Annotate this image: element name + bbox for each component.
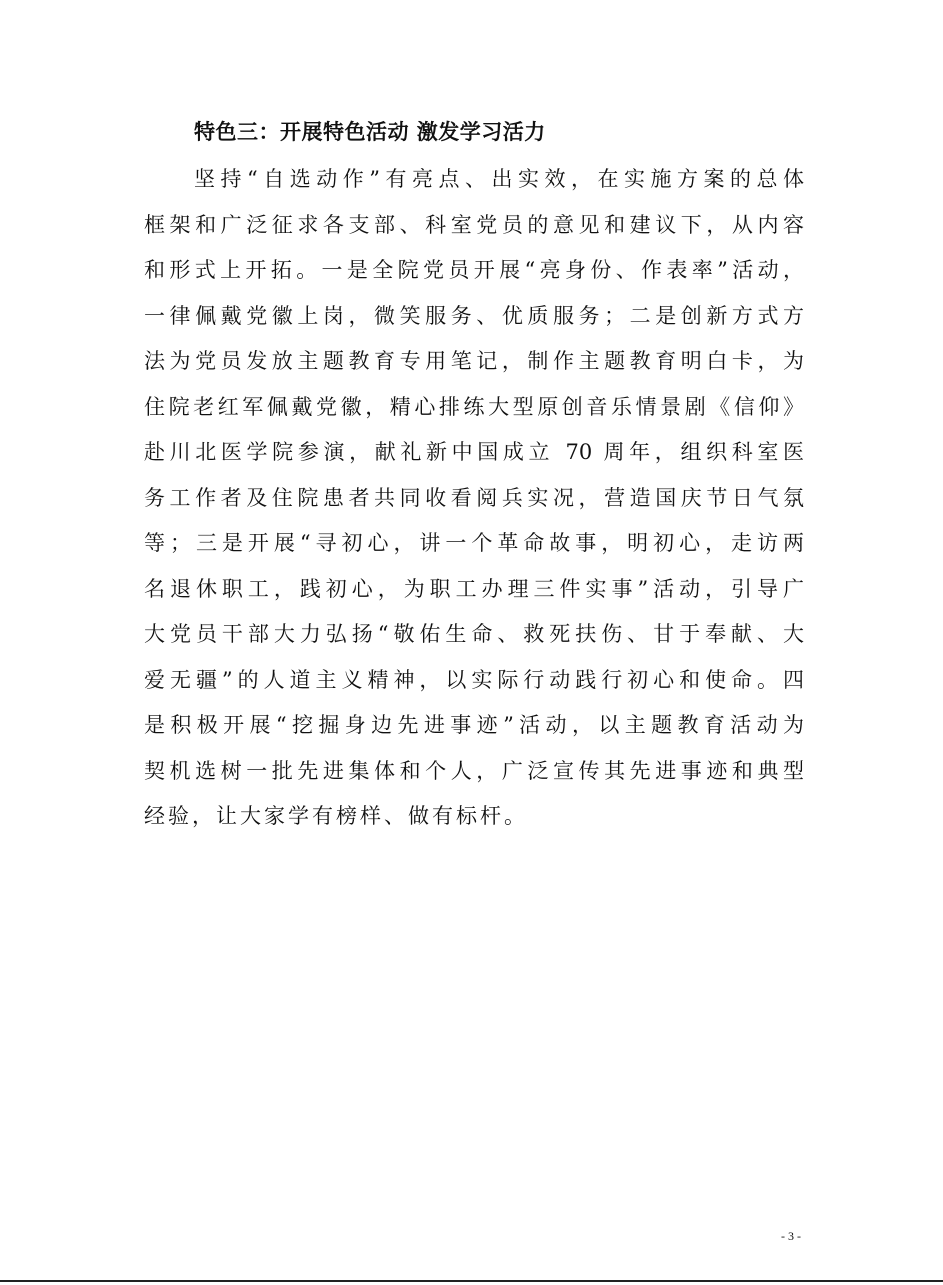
paragraph-line: 赴川北医学院参演，献礼新中国成立 70 周年，组织科室医 bbox=[144, 440, 804, 464]
paragraph-line: 经验，让大家学有榜样、做有标杆。 bbox=[144, 804, 528, 828]
paragraph-line: 契机选树一批先进集体和个人，广泛宣传其先进事迹和典型 bbox=[144, 758, 804, 783]
paragraph-line: 是积极开展“挖掘身边先进事迹”活动，以主题教育活动为 bbox=[144, 713, 804, 737]
paragraph-line: 坚持“自选动作”有亮点、出实效，在实施方案的总体 bbox=[194, 167, 804, 191]
paragraph-line: 务工作者及住院患者共同收看阅兵实况，营造国庆节日气氛 bbox=[144, 485, 804, 510]
paragraph-line: 名退休职工，践初心，为职工办理三件实事”活动，引导广 bbox=[144, 576, 804, 601]
paragraph-line: 法为党员发放主题教育专用笔记，制作主题教育明白卡，为 bbox=[144, 349, 804, 373]
paragraph-line: 一律佩戴党徽上岗，微笑服务、优质服务；二是创新方式方 bbox=[144, 303, 804, 328]
paragraph-line: 大党员干部大力弘扬“敬佑生命、救死扶伤、甘于奉献、大 bbox=[144, 622, 804, 646]
paragraph-line: 爱无疆”的人道主义精神，以实际行动践行初心和使命。四 bbox=[144, 667, 804, 692]
page-bottom-divider bbox=[0, 1280, 943, 1282]
body-paragraph bbox=[144, 157, 804, 840]
section-heading: 特色三：开展特色活动 激发学习活力 bbox=[194, 120, 546, 144]
paragraph-line: 和形式上开拓。一是全院党员开展“亮身份、作表率”活动， bbox=[144, 258, 804, 282]
paragraph-line: 住院老红军佩戴党徽，精心排练大型原创音乐情景剧《信仰》 bbox=[144, 394, 804, 419]
page-number: - 3 - bbox=[781, 1229, 801, 1243]
paragraph-line: 框架和广泛征求各支部、科室党员的意见和建议下，从内容 bbox=[144, 212, 804, 237]
paragraph-line: 等；三是开展“寻初心，讲一个革命故事，明初心，走访两 bbox=[144, 531, 804, 555]
